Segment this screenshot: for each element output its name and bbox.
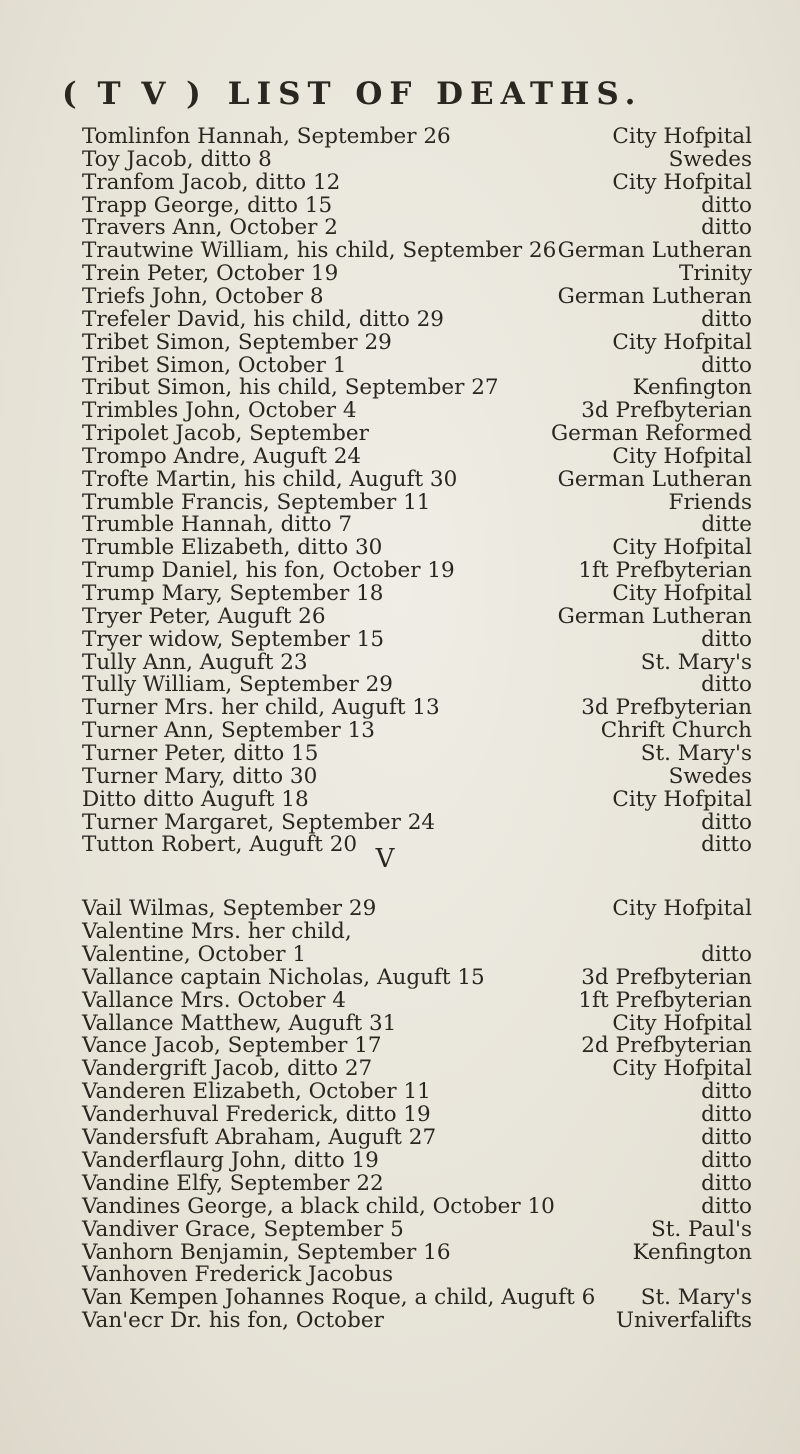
burial-place: City Hofpital xyxy=(612,443,752,469)
burial-place: ditto xyxy=(701,1193,752,1219)
burial-place: Kenfington xyxy=(632,375,752,401)
deceased-name: Vallance Matthew, Auguft 31 xyxy=(82,1010,397,1036)
deceased-name: Van'ecr Dr. his fon, October xyxy=(82,1308,384,1334)
deceased-name: Turner Ann, September 13 xyxy=(82,718,375,744)
deceased-name: Trautwine William, his child, September 26 xyxy=(82,238,557,264)
deceased-name: Vail Wilmas, September 29 xyxy=(82,896,377,921)
burial-place: 1ft Prefbyterian xyxy=(578,558,752,584)
page-number: ( T V ) xyxy=(62,76,206,112)
burial-place: German Lutheran xyxy=(557,283,752,309)
deceased-name: Trofte Martin, his child, Auguft 30 xyxy=(82,466,458,492)
section-letter-v: V xyxy=(375,844,395,874)
burial-place: German Lutheran xyxy=(557,603,752,629)
burial-place: City Hofpital xyxy=(612,169,752,195)
burial-place: ditto xyxy=(701,1102,752,1128)
deceased-name: Valentine Mrs. her child, xyxy=(82,918,352,944)
deceased-name: Toy Jacob, ditto 8 xyxy=(82,146,272,172)
burial-place: City Hofpital xyxy=(612,896,752,921)
burial-place: ditto xyxy=(701,941,752,967)
burial-place: 1ft Prefbyterian xyxy=(578,987,752,1013)
burial-place: ditte xyxy=(701,512,752,538)
deceased-name: Vanderflaurg John, ditto 19 xyxy=(82,1147,379,1173)
deceased-name: Turner Peter, ditto 15 xyxy=(82,740,319,766)
burial-place: City Hofpital xyxy=(612,329,752,355)
deceased-name: Tribut Simon, his child, September 27 xyxy=(82,375,499,401)
deceased-name: Turner Mrs. her child, Auguft 13 xyxy=(82,695,440,721)
burial-place: 3d Prefbyterian xyxy=(581,695,752,721)
burial-place: Chrift Church xyxy=(600,718,752,744)
burial-place: ditto xyxy=(701,1125,752,1150)
burial-place: City Hofpital xyxy=(612,786,752,812)
burial-place: ditto xyxy=(701,672,752,698)
deceased-name: Tranfom Jacob, ditto 12 xyxy=(82,169,341,195)
burial-place: ditto xyxy=(701,215,752,241)
burial-place: 3d Prefbyterian xyxy=(581,398,752,424)
burial-place: ditto xyxy=(701,626,752,652)
deceased-name: Turner Margaret, September 24 xyxy=(82,809,436,835)
burial-place: ditto xyxy=(701,1147,752,1173)
burial-place: 2d Prefbyterian xyxy=(581,1033,752,1059)
deceased-name: Vandergrift Jacob, ditto 27 xyxy=(82,1056,373,1082)
burial-place: ditto xyxy=(701,192,752,218)
deceased-name: Vanderen Elizabeth, October 11 xyxy=(82,1079,431,1105)
deceased-name: Trumble Francis, September 11 xyxy=(82,489,431,515)
deceased-name: Vandersfuft Abraham, Auguft 27 xyxy=(82,1125,437,1150)
burial-place: St. Mary's xyxy=(640,1285,752,1311)
deceased-name: Vanhorn Benjamin, September 16 xyxy=(82,1239,451,1265)
burial-place: ditto xyxy=(701,809,752,835)
deceased-name: Vanhoven Frederick Jacobus xyxy=(82,1262,394,1288)
deceased-name: Trefeler David, his child, ditto 29 xyxy=(82,306,444,332)
burial-place: German Lutheran xyxy=(557,466,752,492)
burial-place: German Reformed xyxy=(550,421,752,447)
deceased-name: Valentine, October 1 xyxy=(82,941,307,967)
burial-place: City Hofpital xyxy=(612,124,752,149)
deceased-name: Tripolet Jacob, September xyxy=(82,421,369,447)
burial-place: Univerfalifts xyxy=(615,1308,752,1334)
burial-place: St. Paul's xyxy=(650,1216,752,1242)
deceased-name: Ditto ditto Auguft 18 xyxy=(82,786,309,812)
deceased-name: Trapp George, ditto 15 xyxy=(82,192,333,218)
deceased-name: Tryer Peter, Auguft 26 xyxy=(82,603,326,629)
deceased-name: Vallance captain Nicholas, Auguft 15 xyxy=(82,964,485,990)
burial-place: City Hofpital xyxy=(612,535,752,561)
burial-place: City Hofpital xyxy=(612,1010,752,1036)
burial-place: Kenfington xyxy=(632,1239,752,1265)
deceased-name: Trompo Andre, Auguft 24 xyxy=(82,443,362,469)
running-title: LIST OF DEATHS. xyxy=(227,76,643,112)
deceased-name: Vandiver Grace, September 5 xyxy=(82,1216,404,1242)
deceased-name: Trump Daniel, his fon, October 19 xyxy=(82,558,455,584)
burial-place: ditto xyxy=(701,832,752,858)
deceased-name: Trein Peter, October 19 xyxy=(82,261,339,287)
deceased-name: Vandines George, a black child, October 10 xyxy=(82,1193,555,1219)
death-entry-row xyxy=(0,1308,800,1334)
deceased-name: Vanderhuval Frederick, ditto 19 xyxy=(82,1102,431,1128)
burial-place: Swedes xyxy=(668,146,752,172)
deceased-name: Triefs John, October 8 xyxy=(82,283,324,309)
deceased-name: Tully William, September 29 xyxy=(82,672,393,698)
deceased-name: Tribet Simon, September 29 xyxy=(82,329,392,355)
burial-place: 3d Prefbyterian xyxy=(581,964,752,990)
deceased-name: Tribet Simon, October 1 xyxy=(82,352,347,378)
burial-place: St. Mary's xyxy=(640,740,752,766)
burial-place: Swedes xyxy=(668,763,752,789)
deceased-name: Travers Ann, October 2 xyxy=(82,215,338,241)
burial-place: ditto xyxy=(701,352,752,378)
deceased-name: Tryer widow, September 15 xyxy=(82,626,385,652)
deceased-name: Tomlinfon Hannah, September 26 xyxy=(82,124,451,149)
burial-place: City Hofpital xyxy=(612,1056,752,1082)
deceased-name: Vandine Elfy, September 22 xyxy=(82,1170,384,1196)
deceased-name: Trumble Elizabeth, ditto 30 xyxy=(82,535,383,561)
burial-place: ditto xyxy=(701,1079,752,1105)
burial-place: ditto xyxy=(701,306,752,332)
deceased-name: Tully Ann, Auguft 23 xyxy=(82,649,308,675)
deceased-name: Trump Mary, September 18 xyxy=(82,581,384,606)
deceased-name: Van Kempen Johannes Roque, a child, Auguft 6 xyxy=(82,1285,596,1311)
deceased-name: Vance Jacob, September 17 xyxy=(82,1033,382,1059)
deceased-name: Turner Mary, ditto 30 xyxy=(82,763,318,789)
deceased-name: Trimbles John, October 4 xyxy=(82,398,357,424)
burial-place: Trinity xyxy=(678,261,752,287)
burial-place: German Lutheran xyxy=(557,238,752,264)
burial-place: City Hofpital xyxy=(612,581,752,606)
deceased-name: Tutton Robert, Auguft 20 xyxy=(82,832,358,858)
deceased-name: Trumble Hannah, ditto 7 xyxy=(82,512,353,538)
deceased-name: Vallance Mrs. October 4 xyxy=(82,987,346,1013)
burial-place: Friends xyxy=(668,489,752,515)
burial-place: St. Mary's xyxy=(640,649,752,675)
burial-place: ditto xyxy=(701,1170,752,1196)
page-header xyxy=(62,76,762,116)
